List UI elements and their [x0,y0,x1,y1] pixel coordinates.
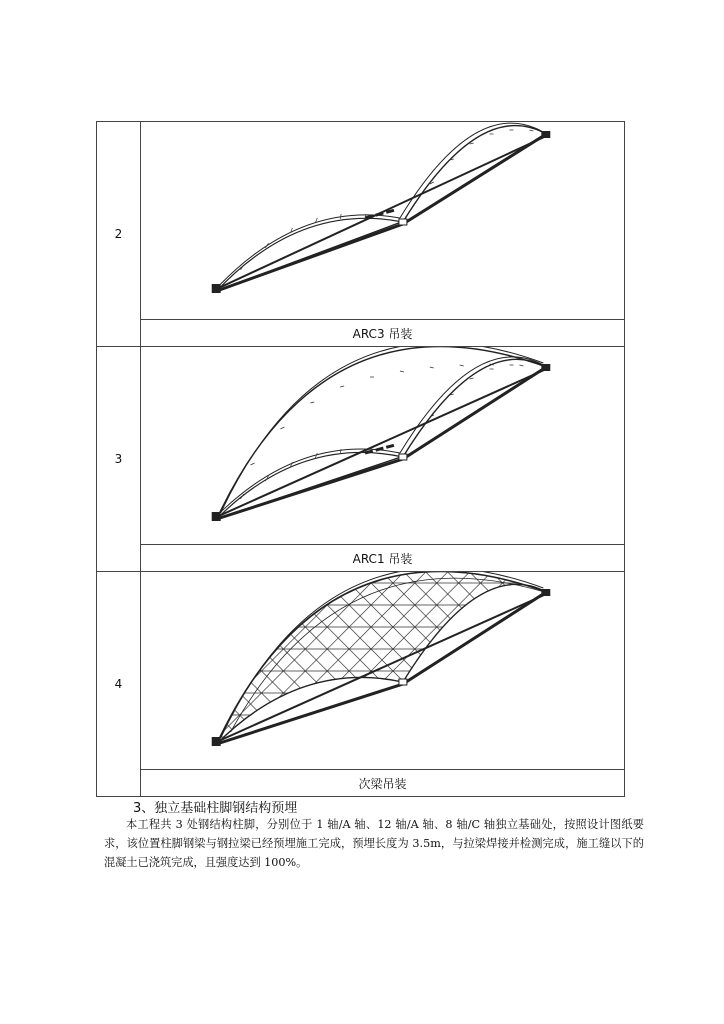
caption-row [97,320,625,347]
step-drawing-cell [141,572,625,770]
step-drawing-cell [141,347,625,545]
step-drawing-cell [141,122,625,320]
step-caption: 次梁吊装 [141,770,625,797]
arc1-lifting-drawing [141,347,624,544]
arc3-lifting-drawing [141,122,624,319]
step-number: 2 [97,122,141,347]
step-caption: ARC3 吊装 [141,320,625,347]
step-number: 3 [97,347,141,572]
step-row [97,347,625,545]
construction-steps-table [96,121,625,797]
step-caption: ARC1 吊装 [141,545,625,572]
step-row [97,572,625,770]
caption-row [97,545,625,572]
section-heading: 3、独立基础柱脚钢结构预埋 [133,801,298,816]
section-body-paragraph: 本工程共 3 处钢结构柱脚，分别位于 1 轴/A 轴、12 轴/A 轴、8 轴/C 轴独立基础处，按照设计图纸要求，该位置柱脚钢梁与钢拉梁已经预埋施工完成，预埋长度为 3.5m，与拉梁焊接并检测完成，施工缝以下的混凝土已浇筑完成，且强度达到 100%。 [104,818,644,869]
secondary-beam-lifting-drawing [141,572,624,769]
step-number: 4 [97,572,141,797]
caption-row [97,770,625,797]
step-row [97,122,625,320]
